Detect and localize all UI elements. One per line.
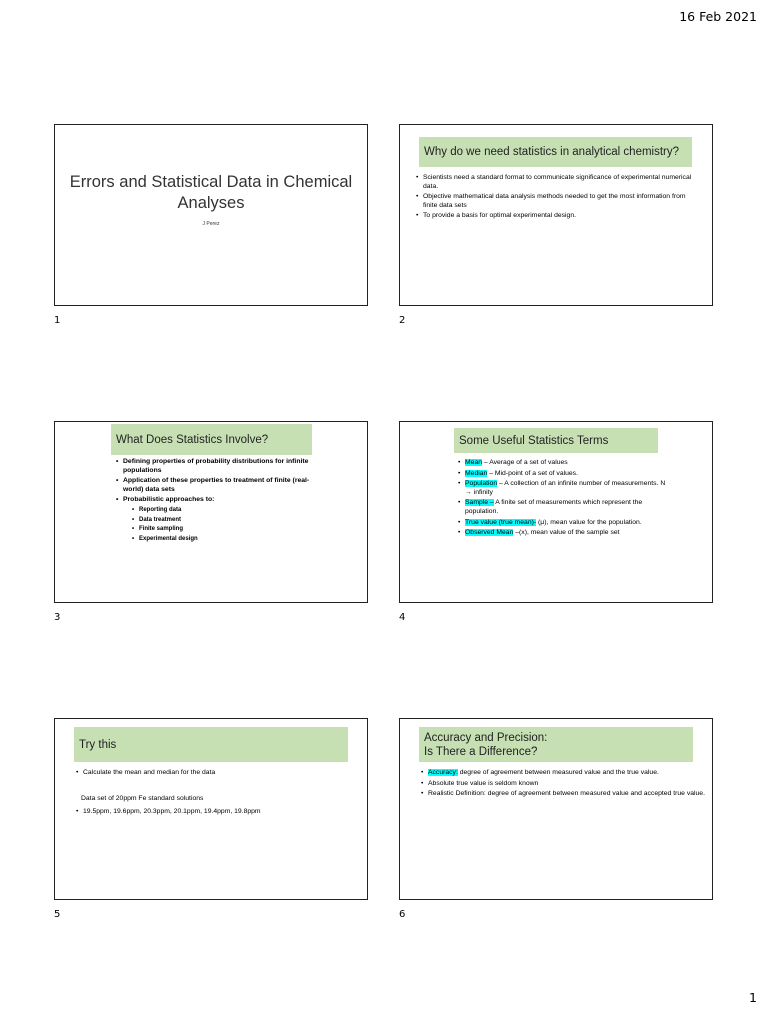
term-definition: degree of agreement between measured value and the true value. bbox=[457, 769, 659, 776]
list-item: • Defining properties of probability distributions for infinite populations bbox=[116, 458, 316, 475]
slide-5 bbox=[54, 718, 368, 900]
list-item: • Finite sampling bbox=[123, 525, 316, 535]
slide-1-author: J Perez bbox=[202, 221, 220, 227]
list-item: • Objective mathematical data analysis methods needed to get the most information from finite data sets bbox=[416, 193, 701, 210]
slide-1-title: Errors and Statistical Data in Chemical Analyses bbox=[69, 173, 353, 212]
term-definition: A finite set of measurements which represent the population. bbox=[465, 499, 643, 515]
slide-3-bullets bbox=[116, 458, 316, 546]
list-item-text: Probabilistic approaches to: bbox=[123, 496, 215, 504]
list-item bbox=[116, 496, 316, 544]
slide-3 bbox=[54, 421, 368, 603]
slide-5-number: 5 bbox=[54, 909, 61, 920]
term-highlight: Accuracy: bbox=[428, 769, 458, 776]
term-definition: – Mid-point of a set of values. bbox=[487, 469, 578, 477]
slide-6 bbox=[399, 718, 713, 900]
slide-6-number: 6 bbox=[399, 909, 406, 920]
term-highlight: Median bbox=[465, 469, 488, 477]
term-definition: – A collection of an infinite number of measurements. N → infinity bbox=[465, 480, 666, 496]
term-highlight: Population bbox=[465, 480, 498, 488]
list-item bbox=[458, 470, 668, 479]
list-item bbox=[458, 499, 668, 516]
slide-4-terms bbox=[458, 459, 668, 540]
slide-2-bullets bbox=[416, 174, 701, 223]
dataset-label: Data set of 20ppm Fe standard solutions bbox=[81, 795, 204, 802]
term-highlight: True value (true mean)- bbox=[465, 518, 537, 526]
slide-1-number: 1 bbox=[54, 315, 61, 326]
slide-5-header: Try this bbox=[74, 727, 348, 762]
dataset-values bbox=[76, 808, 361, 819]
slide-6-header-line1: Accuracy and Precision: bbox=[424, 731, 548, 744]
term-definition: – Average of a set of values bbox=[482, 459, 568, 466]
slide-3-header: What Does Statistics Involve? bbox=[111, 424, 312, 455]
term-definition: (μ), mean value for the population. bbox=[536, 518, 642, 526]
slide-6-header bbox=[419, 727, 693, 762]
slide-2-number: 2 bbox=[399, 315, 406, 326]
page-number: 1 bbox=[749, 990, 757, 1005]
slide-6-bullets bbox=[421, 769, 706, 801]
list-item: • Scientists need a standard format to communicate significance of experimental numerical data. bbox=[416, 174, 701, 191]
term-highlight: Mean bbox=[465, 459, 483, 466]
page-date: 16 Feb 2021 bbox=[679, 9, 757, 24]
slide-6-header-line2: Is There a Difference? bbox=[424, 745, 538, 758]
list-item: • To provide a basis for optimal experimental design. bbox=[416, 212, 701, 221]
list-item: • Experimental design bbox=[123, 535, 316, 545]
term-highlight: Sample – bbox=[465, 499, 494, 507]
slide-2 bbox=[399, 124, 713, 306]
slide-3-number: 3 bbox=[54, 612, 61, 623]
list-item: • 19.5ppm, 19.6ppm, 20.3ppm, 20.1ppm, 19.4ppm, 19.8ppm bbox=[76, 808, 361, 817]
list-item bbox=[421, 769, 706, 778]
slide-4-number: 4 bbox=[399, 612, 406, 623]
term-definition: –(x), mean value of the sample set bbox=[513, 529, 620, 537]
slide-4-header: Some Useful Statistics Terms bbox=[454, 428, 658, 453]
slide-3-subbullets bbox=[123, 506, 316, 544]
list-item bbox=[458, 480, 668, 497]
list-item bbox=[458, 459, 668, 468]
slide-1 bbox=[54, 124, 368, 306]
list-item bbox=[458, 529, 668, 538]
list-item: • Reporting data bbox=[123, 506, 316, 516]
list-item: • Realistic Definition: degree of agreement between measured value and accepted true value. bbox=[421, 790, 706, 799]
slide-5-bullets bbox=[76, 769, 356, 780]
list-item bbox=[458, 519, 668, 528]
slide-2-header: Why do we need statistics in analytical chemistry? bbox=[419, 137, 692, 167]
list-item: • Absolute true value is seldom known bbox=[421, 780, 706, 789]
list-item: • Calculate the mean and median for the data bbox=[76, 769, 356, 778]
list-item: • Data treatment bbox=[123, 516, 316, 526]
list-item: • Application of these properties to treatment of finite (real-world) data sets bbox=[116, 477, 316, 494]
slide-4 bbox=[399, 421, 713, 603]
term-highlight: Observed Mean bbox=[465, 529, 514, 537]
